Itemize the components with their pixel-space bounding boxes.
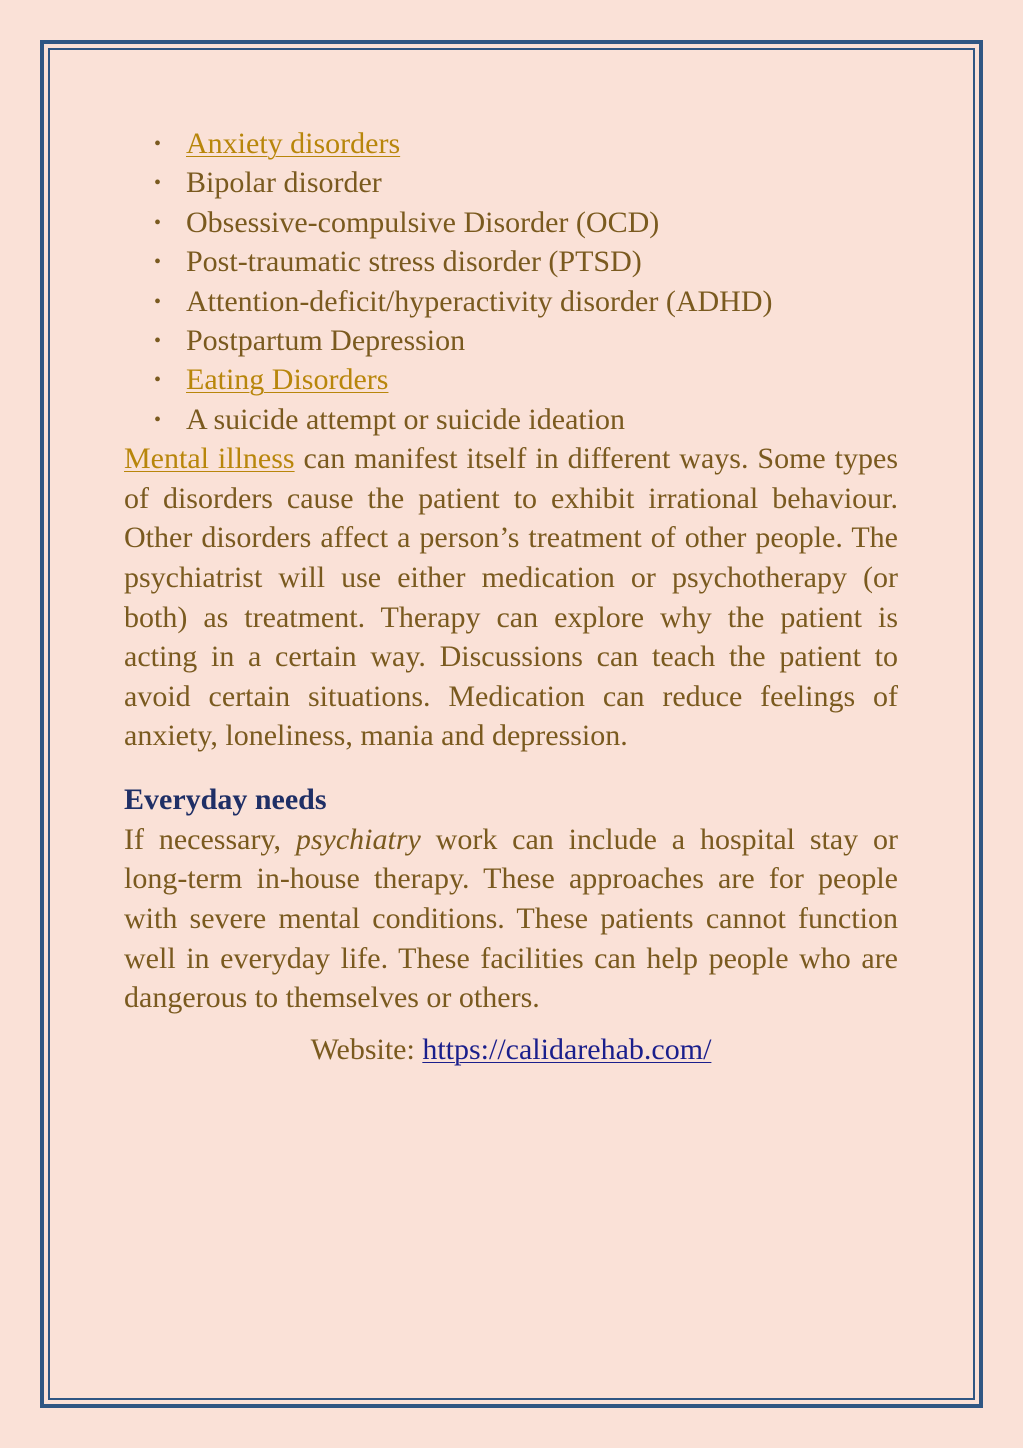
list-item	[124, 321, 898, 360]
paragraph-text-end: work can include a hospital stay or long-term in-house therapy. These approaches are for people with severe mental conditions. These patients cannot function well in everyday life. These facilities can help people who are dangerous to themselves or others.	[124, 822, 898, 1015]
bullet-icon: •	[154, 369, 162, 392]
everyday-needs-paragraph	[124, 820, 898, 1018]
bullet-icon: •	[154, 133, 162, 155]
paragraph-text: can manifest itself in different ways. Some types of disorders cause the patient to exhibit irrational behaviour. Other disorders affect a person’s treatment of other people. The psychiatrist will use either medication or psychotherapy (or both) as treatment. Therapy can explore why the patient is acting in a certain way. Discussions can teach the patient to avoid certain situations. Medication can reduce feelings of anxiety, loneliness, mania and depression.	[124, 442, 899, 753]
mental-illness-link[interactable]: Mental illness	[124, 442, 295, 476]
section-heading: Everyday needs	[124, 782, 327, 816]
list-item-label: A suicide attempt or suicide ideation	[186, 402, 626, 436]
list-item	[124, 163, 898, 202]
website-label: Website:	[310, 1032, 423, 1066]
list-item	[124, 203, 898, 242]
bullet-icon: •	[154, 329, 162, 352]
list-item-label: Attention-deficit/hyperactivity disorder (ADHD)	[186, 284, 773, 318]
list-item[interactable]	[124, 360, 898, 399]
list-item	[124, 242, 898, 281]
paragraph-text-start: If necessary,	[124, 822, 296, 856]
website-link[interactable]: https://calidarehab.com/	[422, 1032, 712, 1066]
list-item-label: Obsessive-compulsive Disorder (OCD)	[186, 205, 660, 239]
bullet-icon: •	[154, 408, 162, 431]
eating-disorders-link[interactable]: Eating Disorders	[186, 363, 389, 397]
anxiety-disorders-link[interactable]: Anxiety disorders	[186, 127, 401, 160]
bullet-icon: •	[154, 172, 162, 195]
website-line	[124, 1030, 898, 1070]
bullet-icon: •	[154, 290, 162, 313]
bullet-icon: •	[154, 211, 162, 234]
bullet-icon: •	[154, 251, 162, 274]
list-item-label: Post-traumatic stress disorder (PTSD)	[186, 245, 642, 279]
conditions-list	[124, 124, 898, 439]
list-item-label: Bipolar disorder	[186, 166, 382, 200]
page-content	[124, 124, 898, 1070]
list-item[interactable]	[124, 124, 898, 163]
list-item	[124, 282, 898, 321]
mental-illness-paragraph	[124, 439, 898, 756]
list-item-label: Postpartum Depression	[186, 323, 466, 357]
list-item	[124, 400, 898, 439]
psychiatry-emphasis: psychiatry	[295, 822, 421, 856]
